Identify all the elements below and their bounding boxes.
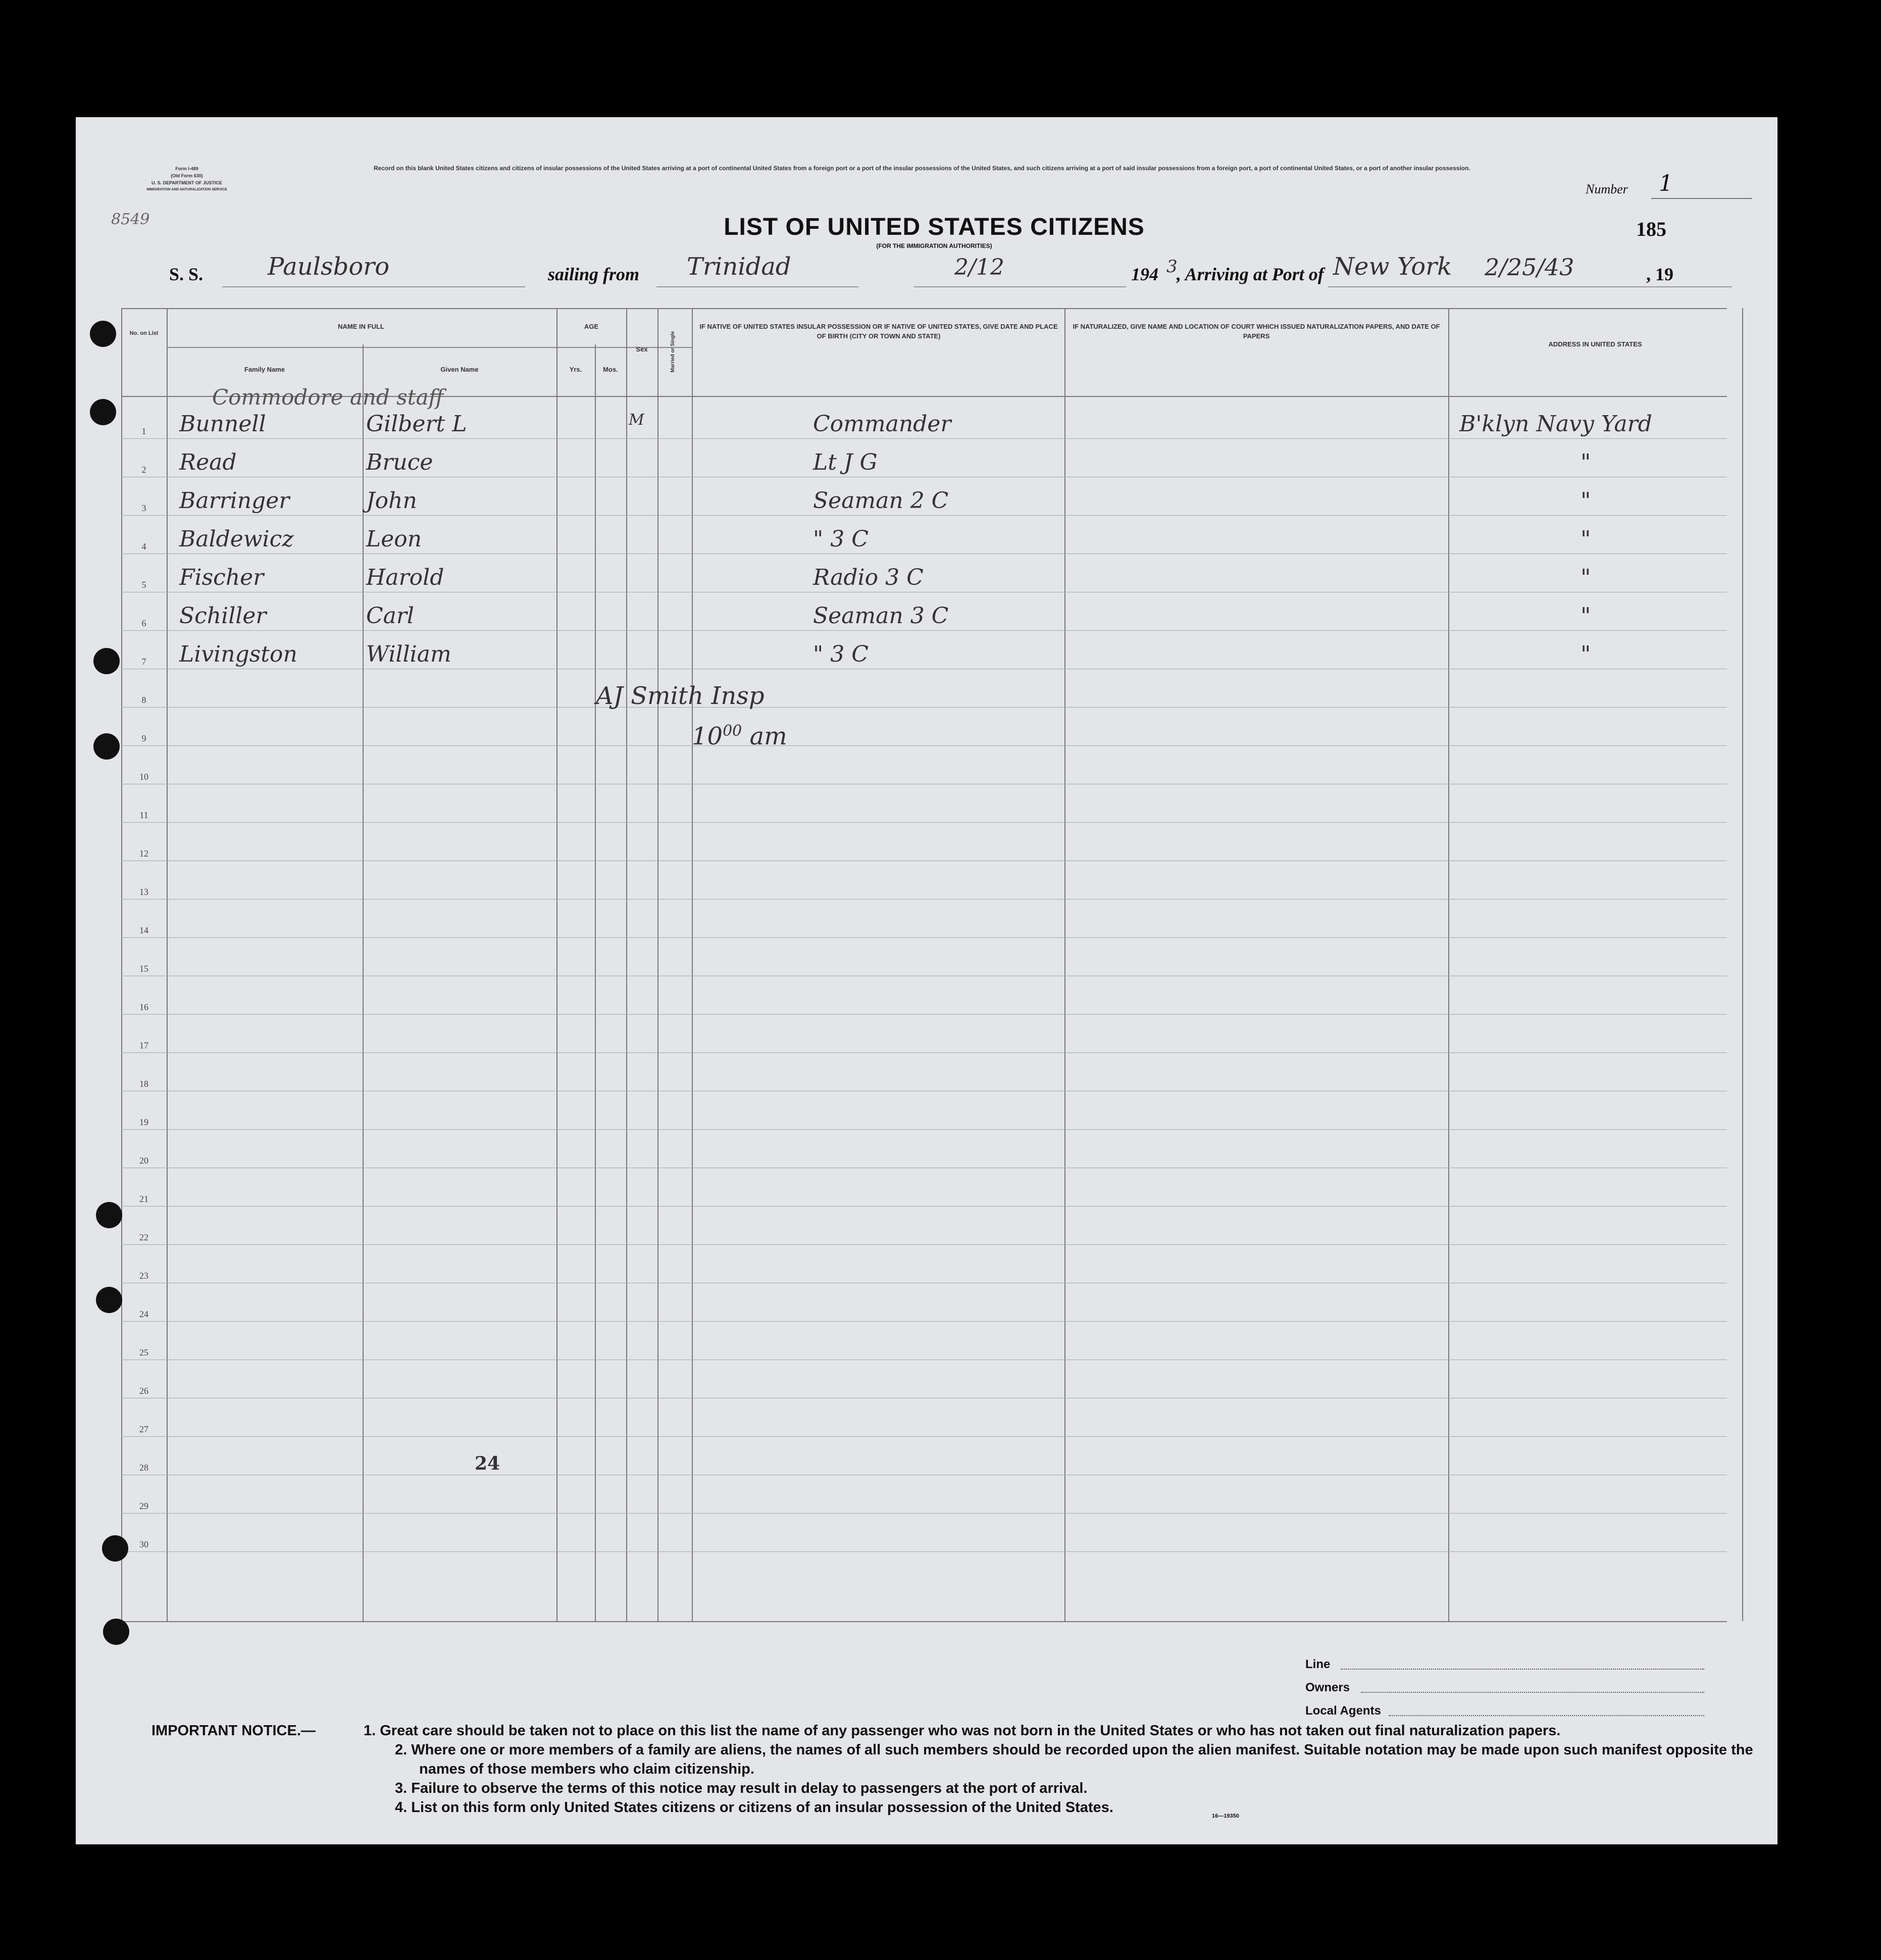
form-id-line: (Old Form 630): [171, 173, 203, 178]
entry-given-name: John: [366, 488, 417, 514]
row-number: 14: [139, 925, 148, 935]
col-head-family: Family Name: [244, 366, 285, 373]
col-head-no: No. on List: [129, 330, 159, 336]
entry-sex: M: [629, 411, 644, 429]
entry-given-name: Gilbert L: [366, 411, 467, 437]
entry-family-name: Fischer: [179, 565, 264, 590]
row-number: 3: [141, 503, 146, 513]
row-number: 21: [139, 1194, 148, 1204]
arrival-date: 2/25/43: [1485, 254, 1574, 281]
col-head-age: AGE: [584, 323, 599, 330]
row-number: 9: [141, 733, 146, 743]
punch-hole: [102, 1535, 128, 1562]
row-rule: [121, 745, 1727, 746]
col-head-naturalized: IF NATURALIZED, GIVE NAME AND LOCATION OF COURT WHICH ISSUED NATURALIZATION PAPERS, AND DATE OF PAPERS: [1073, 323, 1440, 340]
owners-dotted: [1361, 1692, 1704, 1693]
notice-lead: IMPORTANT NOTICE.—: [151, 1723, 316, 1739]
number-underline: [1651, 198, 1752, 199]
entry-rank: Radio 3 C: [813, 565, 924, 590]
inspector-time-hour: 10: [692, 722, 723, 750]
table-top-border: [121, 308, 1727, 309]
form-number: 16—19350: [1212, 1813, 1239, 1819]
row-rule: [121, 1206, 1727, 1207]
col-divider: [657, 308, 658, 1621]
row-number: 22: [139, 1232, 148, 1242]
col-divider: [121, 308, 122, 1621]
entry-family-name: Baldewicz: [179, 526, 294, 552]
entry-family-name: Livingston: [179, 641, 297, 667]
col-divider: [1742, 308, 1743, 1621]
row-number: 29: [139, 1501, 148, 1511]
entry-family-name: Schiller: [179, 603, 267, 629]
notice-text-1: 1. Great care should be taken not to place on this list the name of any passenger who was not born in the United States or who has not taken out final naturalization papers.: [364, 1723, 1561, 1739]
table-bottom-border: [121, 1621, 1727, 1622]
row-number: 8: [141, 695, 146, 705]
number-label: Number: [1586, 182, 1628, 196]
sailing-date: 2/12: [954, 255, 1004, 280]
row-rule: [121, 1129, 1727, 1130]
inspector-note-line1: AJ Smith Insp: [596, 682, 765, 710]
row-number: 26: [139, 1386, 148, 1396]
punch-hole: [93, 648, 120, 674]
col-head-native: IF NATIVE OF UNITED STATES INSULAR POSSESSION OR IF NATIVE OF UNITED STATES, GIVE DATE AND PLACE OF BIRTH (CITY OR TOWN AND STATE): [699, 323, 1058, 340]
arrival-port: New York: [1333, 253, 1452, 281]
form-id-line: U. S. DEPARTMENT OF JUSTICE: [151, 180, 222, 185]
form-id-line: Form I-489: [175, 166, 198, 171]
col-head-name: NAME IN FULL: [338, 323, 384, 330]
row-rule: [121, 1244, 1727, 1245]
entry-rank: Seaman 3 C: [813, 603, 949, 629]
line-label: Line: [1305, 1657, 1331, 1671]
entry-rank: " 3 C: [813, 526, 869, 552]
row-number: 5: [141, 580, 146, 590]
col-divider: [1064, 308, 1065, 1621]
page-subtitle: (FOR THE IMMIGRATION AUTHORITIES): [876, 242, 992, 249]
row-rule: [121, 937, 1727, 938]
sailing-label: sailing from: [548, 264, 640, 284]
entry-given-name: William: [366, 641, 451, 667]
col-head-age-mos: Mos.: [603, 366, 618, 373]
agents-label: Local Agents: [1305, 1704, 1381, 1718]
ship-name: Paulsboro: [268, 253, 390, 281]
entry-address: ": [1581, 603, 1591, 629]
notice-item-4: [151, 1798, 1767, 1817]
line-dotted: [1341, 1669, 1704, 1670]
col-head-married: Married or Single: [670, 331, 676, 373]
row-number: 4: [141, 541, 146, 551]
entry-given-name: Bruce: [366, 449, 433, 475]
col-divider: [167, 308, 168, 1621]
sailing-date-underline: [914, 286, 1126, 287]
entry-rank: Lt J G: [813, 449, 878, 475]
col-head-given: Given Name: [440, 366, 479, 373]
inspector-note-line2: [692, 722, 787, 750]
year-prefix: 194: [1131, 264, 1158, 284]
col-divider: [1448, 308, 1449, 1621]
inspector-time-ampm: am: [749, 722, 787, 750]
row-number: 19: [139, 1117, 148, 1127]
row-number: 17: [139, 1040, 148, 1050]
col-head-sex: Sex: [636, 345, 648, 353]
notice-item-1: [151, 1721, 1767, 1740]
row-number: 11: [139, 810, 148, 820]
entry-rank: Seaman 2 C: [813, 488, 949, 514]
header-rule: [167, 347, 692, 348]
entry-given-name: Leon: [366, 526, 422, 552]
row-number: 6: [141, 618, 146, 628]
col-divider: [595, 344, 596, 1621]
entry-given-name: Harold: [366, 565, 444, 590]
row-number: 1: [141, 426, 146, 436]
notice-item-3: [151, 1779, 1767, 1798]
entry-address: ": [1581, 526, 1591, 552]
punch-hole: [90, 399, 116, 425]
page-title: LIST OF UNITED STATES CITIZENS: [724, 214, 1145, 240]
row-rule: [121, 1052, 1727, 1053]
col-divider: [363, 344, 364, 1621]
punch-hole: [93, 733, 120, 760]
entry-family-name: Barringer: [179, 488, 290, 514]
row-number: 7: [141, 657, 146, 667]
entry-rank: Commander: [813, 411, 951, 437]
col-head-address: ADDRESS IN UNITED STATES: [1548, 340, 1642, 348]
row-number: 27: [139, 1424, 148, 1434]
number-value: 1: [1659, 171, 1673, 196]
record-instructions: Record on this blank United States citizens and citizens of insular possessions of the United States arriving at a port of continental United States from a foreign port or a port of the insular possessions of the United States, and such citizens arriving at a port of said insular possessions from a foreign port, a port of continental United States, or a port of another insular possession.: [374, 165, 1470, 172]
ship-name-underline: [222, 286, 525, 287]
row-number: 16: [139, 1002, 148, 1012]
row-number: 23: [139, 1271, 148, 1281]
row-rule: [121, 822, 1727, 823]
row-number: 25: [139, 1347, 148, 1358]
sailing-from-underline: [656, 286, 858, 287]
entry-address: ": [1581, 488, 1591, 514]
entry-address: B'klyn Navy Yard: [1459, 411, 1652, 437]
row-rule: [121, 1513, 1727, 1514]
group-heading: Commodore and staff: [212, 385, 444, 410]
page-number: 185: [1636, 218, 1666, 240]
manifest-page: [76, 117, 1777, 1844]
row-number: 15: [139, 964, 148, 974]
notice-item-2: [151, 1740, 1767, 1779]
entry-address: ": [1581, 449, 1591, 475]
notice-text-4: 4. List on this form only United States citizens or citizens of an insular possession of the United States.: [395, 1799, 1113, 1816]
ss-label: S. S.: [169, 264, 204, 284]
row-rule: [121, 515, 1727, 516]
entry-family-name: Read: [179, 449, 237, 475]
row-rule: [121, 630, 1727, 631]
entry-address: ": [1581, 565, 1591, 590]
row-rule: [121, 707, 1727, 708]
year-suffix: 3: [1166, 257, 1178, 277]
row-rule: [121, 438, 1727, 439]
inspector-time-minutes: 00: [723, 722, 742, 740]
row-rule: [121, 1014, 1727, 1015]
stamp-number: 24: [475, 1453, 500, 1474]
year-tail: , 19: [1646, 264, 1673, 284]
entry-family-name: Bunnell: [179, 411, 266, 437]
important-notice: [151, 1721, 1767, 1817]
row-number: 28: [139, 1463, 148, 1473]
row-number: 2: [141, 465, 146, 475]
row-number: 20: [139, 1155, 148, 1166]
punch-hole: [103, 1619, 129, 1645]
notice-text-3: 3. Failure to observe the terms of this notice may result in delay to passengers at the port of arrival.: [395, 1780, 1088, 1796]
punch-hole: [96, 1287, 122, 1313]
agents-dotted: [1389, 1715, 1704, 1716]
row-number: 13: [139, 887, 148, 897]
entry-address: ": [1581, 641, 1591, 667]
arrival-underline: [1328, 286, 1732, 287]
punch-hole: [96, 1202, 122, 1228]
row-number: 30: [139, 1539, 148, 1549]
col-head-age-yrs: Yrs.: [569, 366, 582, 373]
row-rule: [121, 1436, 1727, 1437]
form-id-line: IMMIGRATION AND NATURALIZATION SERVICE: [146, 188, 227, 191]
row-rule: [121, 1321, 1727, 1322]
row-number: 12: [139, 848, 148, 859]
arriving-label: , Arriving at Port of: [1177, 264, 1324, 284]
row-number: 18: [139, 1079, 148, 1089]
notice-text-2: 2. Where one or more members of a family are aliens, the names of all such members should be recorded upon the alien manifest. Suitable notation may be made upon such manifest opposite the names of those members who claim citizenship.: [395, 1742, 1753, 1777]
owners-label: Owners: [1305, 1681, 1350, 1694]
col-divider: [692, 308, 693, 1621]
row-rule: [121, 1551, 1727, 1552]
sailing-from: Trinidad: [687, 253, 791, 281]
col-divider: [556, 308, 557, 1621]
col-divider: [626, 308, 627, 1621]
entry-given-name: Carl: [366, 603, 415, 629]
entry-rank: " 3 C: [813, 641, 869, 667]
punch-hole: [90, 321, 116, 347]
row-number: 10: [139, 772, 148, 782]
row-number: 24: [139, 1309, 148, 1319]
form-id-block: [104, 165, 270, 193]
margin-mark: 8549: [111, 211, 150, 228]
